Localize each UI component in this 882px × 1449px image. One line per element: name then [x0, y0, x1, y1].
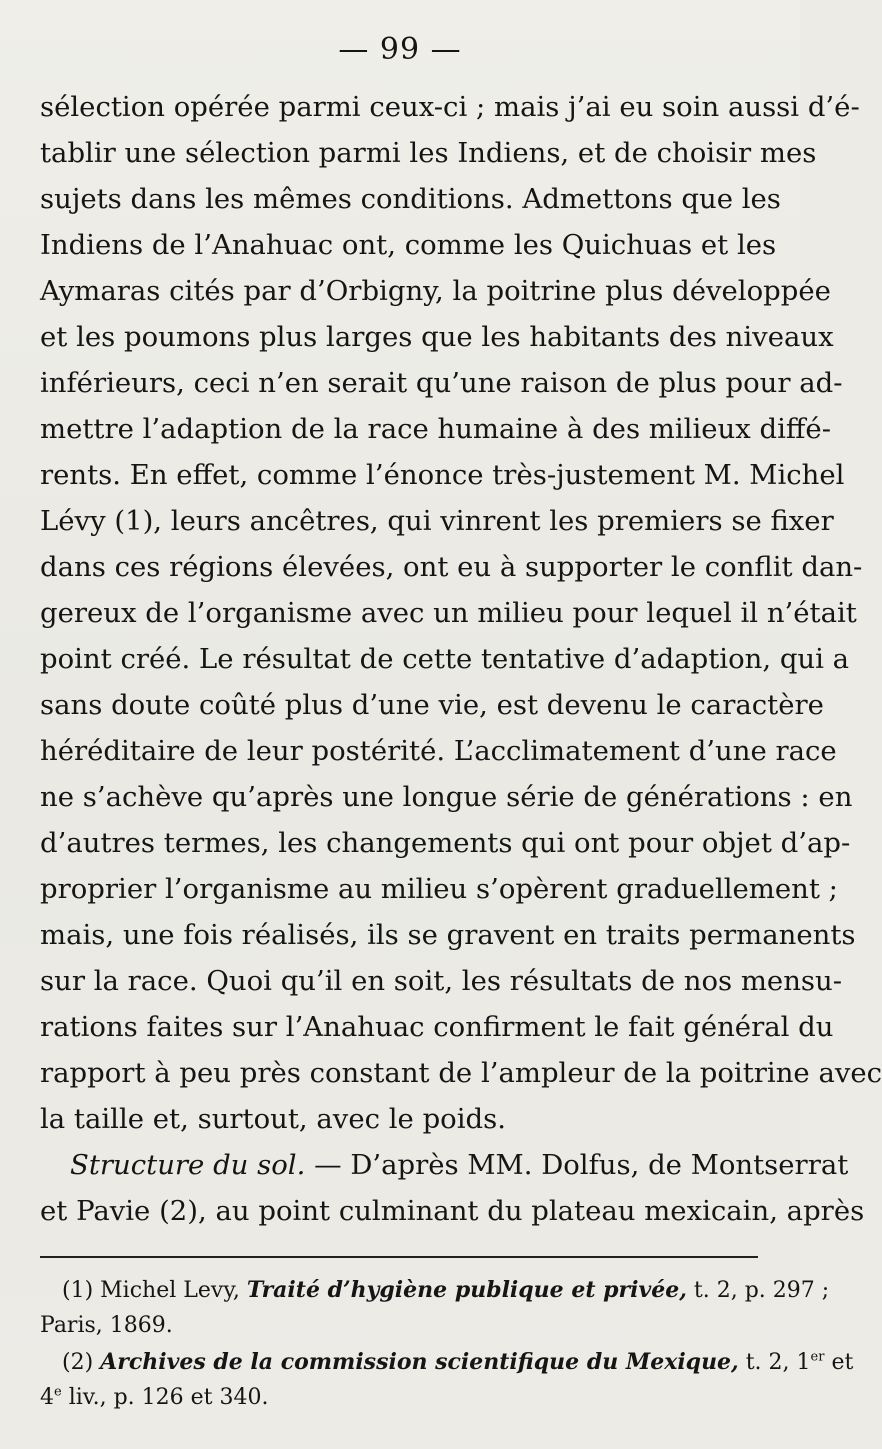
footnote-title: Archives de la commission scientifique du Mexique,: [100, 1349, 739, 1375]
page-number: — 99 —: [338, 32, 462, 67]
text-line: sans doute coûté plus d’une vie, est devenu le caractère: [40, 689, 824, 721]
text-line: gereux de l’organisme avec un milieu pour lequel il n’était: [40, 597, 857, 629]
text-line: tablir une sélection parmi les Indiens, et de choisir mes: [40, 137, 817, 169]
text-line: sujets dans les mêmes conditions. Admettons que les: [40, 183, 781, 215]
section-heading: Structure du sol.: [70, 1149, 306, 1181]
footnote-title: Traité d’hygiène publique et privée,: [246, 1277, 687, 1303]
text-line: ne s’achève qu’après une longue série de générations : en: [40, 781, 853, 813]
body-text: [40, 84, 882, 1234]
footnote-2: (2) Archives de la commission scientifique du Mexique, t. 2, 1er et: [62, 1349, 854, 1375]
text-line: et Pavie (2), au point culminant du plateau mexicain, après: [40, 1195, 865, 1227]
footnote-divider: [40, 1256, 758, 1258]
text-line: rents. En effet, comme l’énonce très-justement M. Michel: [40, 459, 845, 491]
text-line: sélection opérée parmi ceux-ci ; mais j’ai eu soin aussi d’é-: [40, 91, 860, 123]
text-line: d’autres termes, les changements qui ont pour objet d’ap-: [40, 827, 851, 859]
text-line: Aymaras cités par d’Orbigny, la poitrine plus développée: [40, 275, 831, 307]
text-line: héréditaire de leur postérité. L’acclimatement d’une race: [40, 735, 837, 767]
text-line: rapport à peu près constant de l’ampleur de la poitrine avec: [40, 1057, 882, 1089]
text-line: mais, une fois réalisés, ils se gravent en traits permanents: [40, 919, 856, 951]
section-first-line: [40, 1142, 849, 1188]
text-line: la taille et, surtout, avec le poids.: [40, 1103, 506, 1135]
footnote-1-cont: Paris, 1869.: [40, 1313, 173, 1338]
text-line: point créé. Le résultat de cette tentative d’adaption, qui a: [40, 643, 850, 675]
text-line: et les poumons plus larges que les habitants des niveaux: [40, 321, 834, 353]
footnote-2-cont: 4e liv., p. 126 et 340.: [40, 1384, 269, 1410]
text-line: Indiens de l’Anahuac ont, comme les Quichuas et les: [40, 229, 777, 261]
text-line: sur la race. Quoi qu’il en soit, les résultats de nos mensu-: [40, 965, 843, 997]
footnotes: [40, 1272, 854, 1416]
text-line: dans ces régions élevées, ont eu à supporter le conflit dan-: [40, 551, 863, 583]
text-line: mettre l’adaption de la race humaine à des milieux diffé-: [40, 413, 832, 445]
footnote-1: (1) Michel Levy, Traité d’hygiène publique et privée, t. 2, p. 297 ;: [62, 1277, 830, 1303]
text-line: inférieurs, ceci n’en serait qu’une raison de plus pour ad-: [40, 367, 843, 399]
text-line: rations faites sur l’Anahuac confirment le fait général du: [40, 1011, 834, 1043]
section-text: — D’après MM. Dolfus, de Montserrat: [305, 1149, 849, 1181]
text-line: Lévy (1), leurs ancêtres, qui vinrent les premiers se fixer: [40, 505, 834, 537]
text-line: proprier l’organisme au milieu s’opèrent graduellement ;: [40, 873, 838, 905]
